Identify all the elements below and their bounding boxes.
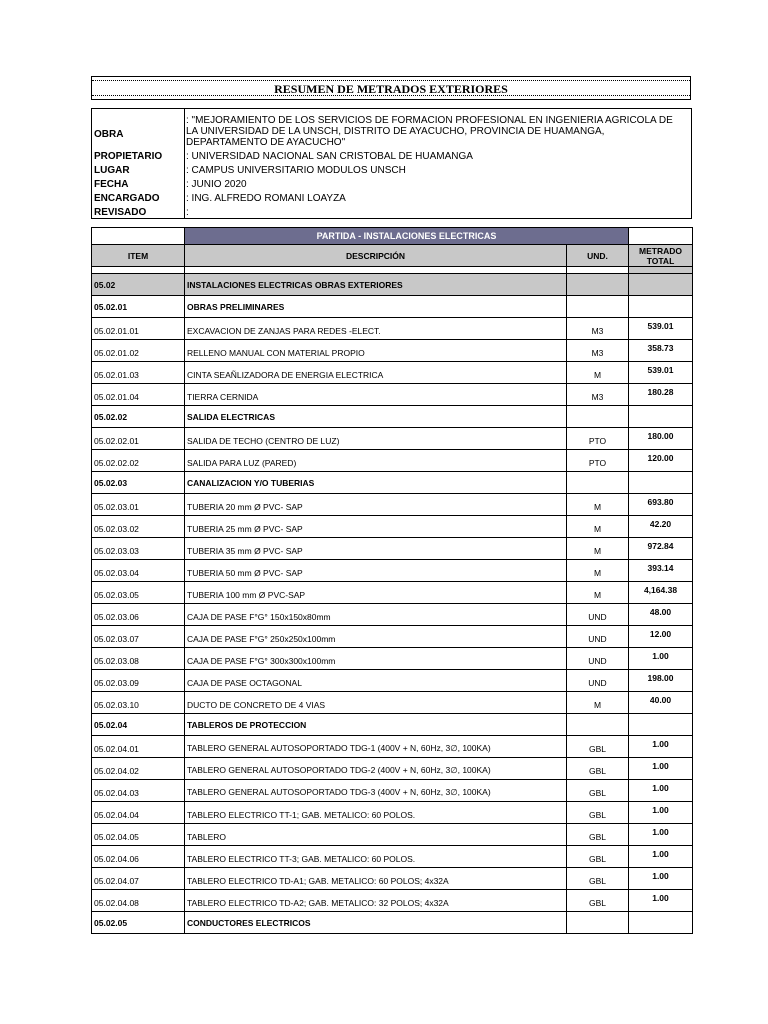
table-row [92, 384, 693, 406]
obra-value: : "MEJORAMIENTO DE LOS SERVICIOS DE FORMACION PROFESIONAL EN INGENIERIA AGRICOLA DE LA UNIVERSIDAD DE LA UNSCH, DISTRITO DE AYACUCHO, PROVINCIA DE HUAMANGA, DEPARTAMENTO DE AYACUCHO" [186, 115, 673, 148]
spacer-cell [92, 267, 185, 274]
unit-cell: M3 [567, 318, 629, 340]
quantity-cell: 358.73 [629, 340, 693, 362]
fecha-value: : JUNIO 2020 [186, 179, 247, 190]
section-row [92, 274, 693, 296]
metrados-table [91, 227, 693, 934]
item-cell: 05.02.03.05 [92, 582, 185, 604]
item-cell: 05.02 [92, 274, 185, 296]
description-cell: TABLERO ELECTRICO TD-A2; GAB. METALICO: 32 POLOS; 4x32A [185, 890, 567, 912]
quantity-cell: 1.00 [629, 846, 693, 868]
quantity-cell: 4,164.38 [629, 582, 693, 604]
table-row [92, 362, 693, 384]
item-cell: 05.02.04.07 [92, 868, 185, 890]
description-cell: SALIDA DE TECHO (CENTRO DE LUZ) [185, 428, 567, 450]
unit-cell: M3 [567, 340, 629, 362]
table-row [92, 780, 693, 802]
item-cell: 05.02.01 [92, 296, 185, 318]
title-box [91, 76, 691, 100]
item-cell: 05.02.04 [92, 714, 185, 736]
item-cell: 05.02.04.03 [92, 780, 185, 802]
header-description: DESCRIPCIÓN [185, 245, 567, 267]
description-cell: SALIDA ELECTRICAS [185, 406, 567, 428]
item-cell: 05.02.03.10 [92, 692, 185, 714]
item-cell: 05.02.03.08 [92, 648, 185, 670]
table-row [92, 670, 693, 692]
description-cell: EXCAVACION DE ZANJAS PARA REDES -ELECT. [185, 318, 567, 340]
quantity-cell: 1.00 [629, 890, 693, 912]
table-row [92, 736, 693, 758]
quantity-cell: 539.01 [629, 362, 693, 384]
unit-cell: M [567, 692, 629, 714]
revisado-value: : [186, 207, 189, 218]
unit-cell [567, 406, 629, 428]
table-row [92, 516, 693, 538]
lugar-label: LUGAR [94, 165, 130, 176]
spacer-cell [629, 267, 693, 274]
quantity-cell: 1.00 [629, 802, 693, 824]
description-cell: INSTALACIONES ELECTRICAS OBRAS EXTERIORES [185, 274, 567, 296]
unit-cell: GBL [567, 758, 629, 780]
item-cell: 05.02.01.02 [92, 340, 185, 362]
description-cell: TABLEROS DE PROTECCION [185, 714, 567, 736]
item-cell: 05.02.01.04 [92, 384, 185, 406]
quantity-cell: 1.00 [629, 758, 693, 780]
obra-label: OBRA [94, 129, 124, 140]
quantity-cell: 12.00 [629, 626, 693, 648]
unit-cell: UND [567, 604, 629, 626]
quantity-cell: 1.00 [629, 648, 693, 670]
description-cell: DUCTO DE CONCRETO DE 4 VIAS [185, 692, 567, 714]
unit-cell: UND [567, 626, 629, 648]
quantity-cell: 1.00 [629, 780, 693, 802]
table-row [92, 890, 693, 912]
quantity-cell: 393.14 [629, 560, 693, 582]
propietario-value: : UNIVERSIDAD NACIONAL SAN CRISTOBAL DE HUAMANGA [186, 151, 473, 162]
item-cell: 05.02.04.05 [92, 824, 185, 846]
description-cell: TABLERO ELECTRICO TT-1; GAB. METALICO: 60 POLOS. [185, 802, 567, 824]
spacer-cell [185, 267, 567, 274]
quantity-cell: 180.00 [629, 428, 693, 450]
subsection-row [92, 714, 693, 736]
table-row [92, 428, 693, 450]
item-cell: 05.02.03.03 [92, 538, 185, 560]
item-cell: 05.02.04.01 [92, 736, 185, 758]
quantity-cell: 539.01 [629, 318, 693, 340]
table-row [92, 692, 693, 714]
header-item: ITEM [92, 245, 185, 267]
partida-title: PARTIDA - INSTALACIONES ELECTRICAS [185, 228, 629, 245]
encargado-value: : ING. ALFREDO ROMANI LOAYZA [186, 193, 346, 204]
quantity-cell [629, 296, 693, 318]
unit-cell [567, 296, 629, 318]
item-cell: 05.02.03 [92, 472, 185, 494]
unit-cell: M [567, 362, 629, 384]
description-cell: TABLERO GENERAL AUTOSOPORTADO TDG-1 (400V + N, 60Hz, 3∅, 100KA) [185, 736, 567, 758]
partida-blank-right [629, 228, 693, 245]
unit-cell: UND [567, 670, 629, 692]
unit-cell: GBL [567, 868, 629, 890]
description-cell: TUBERIA 25 mm Ø PVC- SAP [185, 516, 567, 538]
subsection-row [92, 472, 693, 494]
description-cell: TUBERIA 35 mm Ø PVC- SAP [185, 538, 567, 560]
item-cell: 05.02.03.04 [92, 560, 185, 582]
unit-cell: GBL [567, 736, 629, 758]
partida-row [92, 228, 693, 245]
description-cell: CONDUCTORES ELECTRICOS [185, 912, 567, 934]
description-cell: TUBERIA 20 mm Ø PVC- SAP [185, 494, 567, 516]
quantity-cell [629, 472, 693, 494]
subsection-row [92, 406, 693, 428]
item-cell: 05.02.04.04 [92, 802, 185, 824]
table-row [92, 538, 693, 560]
unit-cell: GBL [567, 890, 629, 912]
description-cell: TABLERO ELECTRICO TT-3; GAB. METALICO: 60 POLOS. [185, 846, 567, 868]
unit-cell: GBL [567, 846, 629, 868]
partida-blank [92, 228, 185, 245]
quantity-cell [629, 274, 693, 296]
fecha-label: FECHA [94, 179, 129, 190]
item-cell: 05.02.02.02 [92, 450, 185, 472]
description-cell: CANALIZACION Y/O TUBERIAS [185, 472, 567, 494]
quantity-cell: 198.00 [629, 670, 693, 692]
quantity-cell: 40.00 [629, 692, 693, 714]
item-cell: 05.02.05 [92, 912, 185, 934]
description-cell: TUBERIA 50 mm Ø PVC- SAP [185, 560, 567, 582]
quantity-cell: 42.20 [629, 516, 693, 538]
spacer-cell [567, 267, 629, 274]
description-cell: TABLERO GENERAL AUTOSOPORTADO TDG-2 (400V + N, 60Hz, 3∅, 100KA) [185, 758, 567, 780]
description-cell: CAJA DE PASE F°G° 150x150x80mm [185, 604, 567, 626]
project-info [91, 108, 692, 219]
item-cell: 05.02.01.01 [92, 318, 185, 340]
item-cell: 05.02.01.03 [92, 362, 185, 384]
unit-cell: M [567, 494, 629, 516]
revisado-label: REVISADO [94, 207, 147, 218]
unit-cell [567, 274, 629, 296]
item-cell: 05.02.03.01 [92, 494, 185, 516]
table-row [92, 560, 693, 582]
unit-cell: M [567, 516, 629, 538]
subsection-row [92, 912, 693, 934]
description-cell: TABLERO GENERAL AUTOSOPORTADO TDG-3 (400V + N, 60Hz, 3∅, 100KA) [185, 780, 567, 802]
quantity-cell: 1.00 [629, 824, 693, 846]
table-row [92, 450, 693, 472]
item-cell: 05.02.04.02 [92, 758, 185, 780]
quantity-cell: 1.00 [629, 868, 693, 890]
table-row [92, 582, 693, 604]
quantity-cell: 693.80 [629, 494, 693, 516]
description-cell: OBRAS PRELIMINARES [185, 296, 567, 318]
lugar-value: : CAMPUS UNIVERSITARIO MODULOS UNSCH [186, 165, 406, 176]
description-cell: TABLERO [185, 824, 567, 846]
unit-cell: PTO [567, 450, 629, 472]
table-row [92, 626, 693, 648]
unit-cell [567, 472, 629, 494]
item-cell: 05.02.03.06 [92, 604, 185, 626]
header-total-line2: TOTAL [646, 255, 675, 266]
unit-cell: M [567, 582, 629, 604]
table-row [92, 318, 693, 340]
quantity-cell [629, 714, 693, 736]
header-total-line1: METRADO [639, 245, 682, 256]
table-row [92, 758, 693, 780]
quantity-cell: 120.00 [629, 450, 693, 472]
quantity-cell: 972.84 [629, 538, 693, 560]
unit-cell: M3 [567, 384, 629, 406]
info-divider [184, 109, 185, 218]
item-cell: 05.02.02.01 [92, 428, 185, 450]
item-cell: 05.02.04.06 [92, 846, 185, 868]
unit-cell: M [567, 560, 629, 582]
header-unit: UND. [567, 245, 629, 267]
page-title: RESUMEN DE METRADOS EXTERIORES [274, 82, 508, 96]
item-cell: 05.02.03.09 [92, 670, 185, 692]
description-cell: CAJA DE PASE OCTAGONAL [185, 670, 567, 692]
description-cell: TABLERO ELECTRICO TD-A1; GAB. METALICO: 60 POLOS; 4x32A [185, 868, 567, 890]
quantity-cell: 48.00 [629, 604, 693, 626]
table-row [92, 824, 693, 846]
description-cell: CAJA DE PASE F°G° 300x300x100mm [185, 648, 567, 670]
item-cell: 05.02.03.07 [92, 626, 185, 648]
quantity-cell: 180.28 [629, 384, 693, 406]
header-row [92, 245, 693, 267]
description-cell: TIERRA CERNIDA [185, 384, 567, 406]
table-row [92, 648, 693, 670]
subsection-row [92, 296, 693, 318]
header-total [629, 245, 693, 267]
unit-cell: M [567, 538, 629, 560]
item-cell: 05.02.03.02 [92, 516, 185, 538]
table-row [92, 604, 693, 626]
table-row [92, 340, 693, 362]
description-cell: CINTA SEAÑLIZADORA DE ENERGIA ELECTRICA [185, 362, 567, 384]
unit-cell: PTO [567, 428, 629, 450]
unit-cell [567, 714, 629, 736]
encargado-label: ENCARGADO [94, 193, 160, 204]
unit-cell: GBL [567, 780, 629, 802]
unit-cell: GBL [567, 802, 629, 824]
table-row [92, 868, 693, 890]
spacer-row [92, 267, 693, 274]
item-cell: 05.02.02 [92, 406, 185, 428]
propietario-label: PROPIETARIO [94, 151, 163, 162]
table-row [92, 846, 693, 868]
item-cell: 05.02.04.08 [92, 890, 185, 912]
quantity-cell [629, 406, 693, 428]
quantity-cell [629, 912, 693, 934]
description-cell: RELLENO MANUAL CON MATERIAL PROPIO [185, 340, 567, 362]
description-cell: TUBERIA 100 mm Ø PVC-SAP [185, 582, 567, 604]
unit-cell [567, 912, 629, 934]
description-cell: SALIDA PARA LUZ (PARED) [185, 450, 567, 472]
unit-cell: UND [567, 648, 629, 670]
quantity-cell: 1.00 [629, 736, 693, 758]
description-cell: CAJA DE PASE F°G° 250x250x100mm [185, 626, 567, 648]
table-row [92, 802, 693, 824]
table-row [92, 494, 693, 516]
unit-cell: GBL [567, 824, 629, 846]
